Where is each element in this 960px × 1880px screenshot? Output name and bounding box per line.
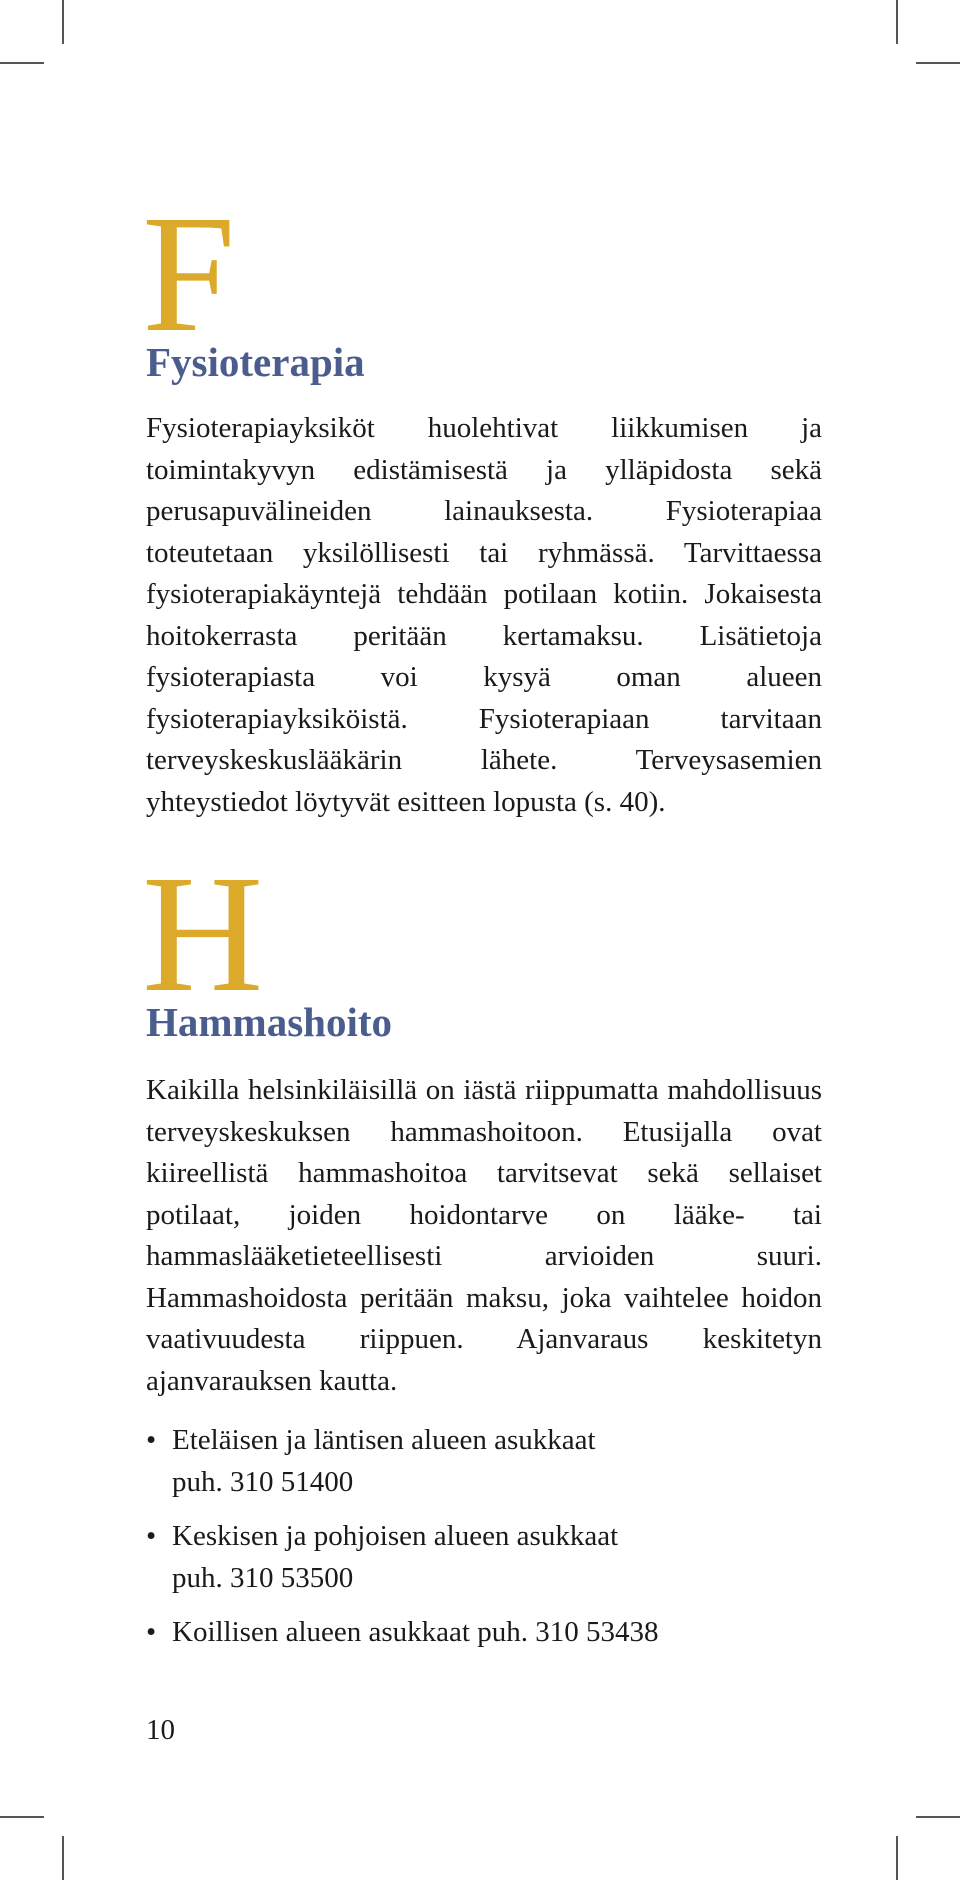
contact-phone: puh. 310 51400 <box>172 1465 354 1498</box>
page-number: 10 <box>146 1714 175 1746</box>
section-initial-letter: F <box>142 181 236 367</box>
crop-mark <box>62 0 64 44</box>
bullet-icon: • <box>146 1616 157 1648</box>
section-title-fysioterapia: Fysioterapia <box>146 339 365 385</box>
contact-list <box>146 1420 822 1667</box>
crop-mark <box>916 1816 960 1818</box>
crop-mark <box>896 0 898 44</box>
crop-mark <box>896 1836 898 1880</box>
crop-mark <box>916 62 960 64</box>
section-title-hammashoito: Hammashoito <box>146 999 392 1045</box>
list-item <box>146 1420 822 1503</box>
section-initial-letter: H <box>142 841 264 1027</box>
contact-label: Keskisen ja pohjoisen alueen asukkaat <box>172 1520 619 1552</box>
contact-phone: puh. 310 53500 <box>172 1561 354 1594</box>
crop-mark <box>62 1836 64 1880</box>
list-item <box>146 1612 822 1654</box>
contact-label: Koillisen alueen asukkaat puh. 310 53438 <box>172 1616 659 1648</box>
crop-mark <box>0 1816 44 1818</box>
crop-mark <box>0 62 44 64</box>
section-body-hammashoito: Kaikilla helsinkiläisillä on iästä riippumatta mahdollisuus terveyskeskuksen hammashoitoon. Etusijalla ovat kiireellistä hammashoitoa tarvitsevat sekä sellaiset potilaat, joiden hoidontarve on lääke- tai hammaslääketieteellisesti arvioiden suuri. Hammashoidosta peritään maksu, joka vaihtelee hoidon vaativuudesta riippuen. Ajanvaraus keskitetyn ajanvarauksen kautta. <box>146 1074 822 1397</box>
list-item <box>146 1516 822 1599</box>
contact-label: Eteläisen ja läntisen alueen asukkaat <box>172 1424 596 1456</box>
bullet-icon: • <box>146 1520 157 1552</box>
bullet-icon: • <box>146 1424 157 1456</box>
section-body-fysioterapia: Fysioterapiayksiköt huolehtivat liikkumisen ja toimintakyvyn edistämisestä ja ylläpidosta sekä perusapuvälineiden lainauksesta. Fysioterapiaa toteutetaan yksilöllisesti tai ryhmässä. Tarvittaessa fysioterapiakäyntejä tehdään potilaan kotiin. Jokaisesta hoitokerrasta peritään kertamaksu. Lisätietoja fysioterapiasta voi kysyä oman alueen fysioterapiayksiköistä. Fysioterapiaan tarvitaan terveyskeskuslääkärin lähete. Terveysasemien yhteystiedot löytyvät esitteen lopusta (s. 40). <box>146 412 822 818</box>
